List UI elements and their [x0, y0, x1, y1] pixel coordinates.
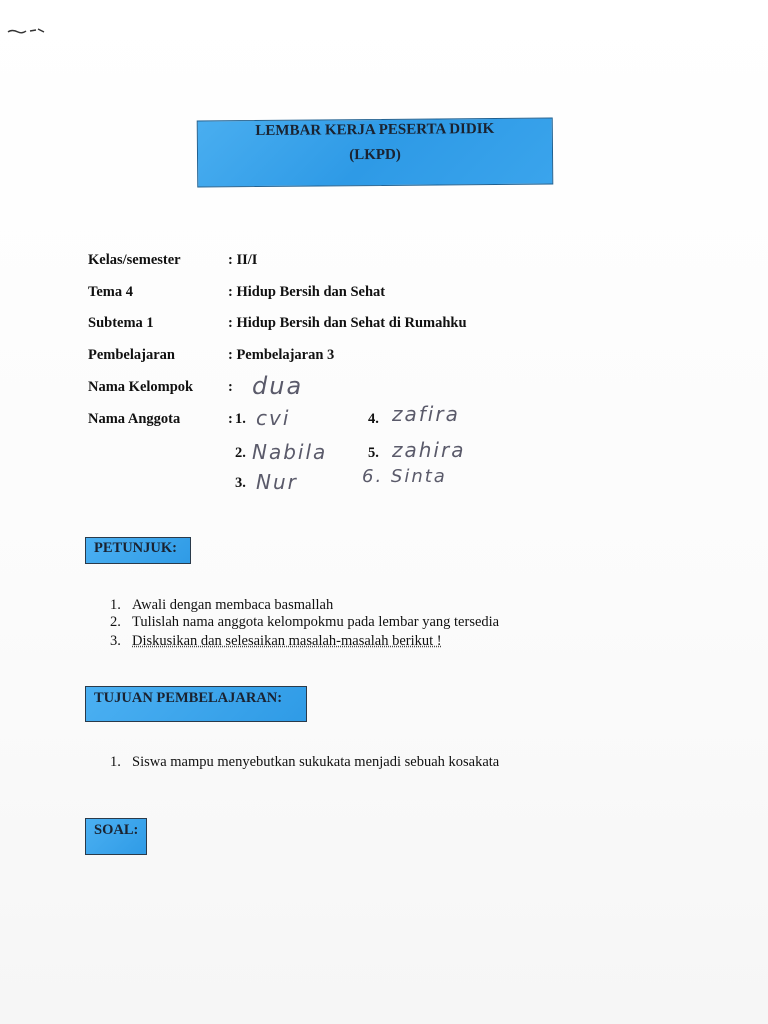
tujuan-heading: TUJUAN PEMBELAJARAN:: [94, 690, 283, 706]
list-item-text: Tulislah nama anggota kelompokmu pada lembar yang tersedia: [132, 614, 500, 630]
member-name-2: Nabila: [252, 440, 328, 464]
kelas-label: Kelas/semester: [88, 252, 181, 268]
petunjuk-heading-box: [85, 537, 191, 564]
kelompok-label: Nama Kelompok: [88, 379, 194, 395]
anggota-label: Nama Anggota: [88, 411, 181, 427]
member-num-2: 2.: [235, 445, 246, 461]
member-name-1: cvi: [256, 406, 291, 430]
list-item-num: 2.: [110, 614, 121, 630]
list-item-num: 3.: [110, 633, 121, 649]
member-name-5: zahira: [392, 438, 466, 462]
member-num-3: 3.: [235, 475, 246, 491]
list-item-text: Siswa mampu menyebutkan sukukata menjadi sebuah kosakata: [132, 754, 500, 770]
title-line-1: LEMBAR KERJA PESERTA DIDIK: [255, 120, 495, 140]
scan-artifact-mark: [6, 26, 46, 36]
member-num-1: 1.: [235, 411, 246, 427]
subtema-value: : Hidup Bersih dan Sehat di Rumahku: [228, 315, 467, 331]
pembelajaran-value: : Pembelajaran 3: [228, 347, 335, 363]
soal-heading-box: [85, 818, 147, 855]
anggota-colon: :: [228, 411, 233, 427]
title-box: [197, 117, 554, 187]
member-name-4: zafira: [392, 402, 460, 426]
list-item-text: Diskusikan dan selesaikan masalah-masalah berikut !: [132, 633, 442, 649]
petunjuk-heading: PETUNJUK:: [94, 540, 177, 556]
kelompok-handwritten: dua: [252, 372, 304, 400]
kelas-value: : II/I: [228, 252, 258, 268]
petunjuk-list: [110, 597, 570, 657]
list-item-num: 1.: [110, 597, 121, 613]
member-name-6: 6. Sinta: [362, 466, 447, 487]
member-num-4: 4.: [368, 411, 379, 427]
member-num-5: 5.: [368, 445, 379, 461]
tujuan-heading-box: [85, 686, 307, 722]
tujuan-list: [110, 754, 570, 774]
title-line-2: (LKPD): [349, 146, 401, 164]
subtema-label: Subtema 1: [88, 315, 154, 331]
soal-heading: SOAL:: [94, 822, 139, 838]
pembelajaran-label: Pembelajaran: [88, 347, 175, 363]
tema-label: Tema 4: [88, 284, 133, 300]
kelompok-colon: :: [228, 379, 233, 395]
list-item-num: 1.: [110, 754, 121, 770]
list-item-text: Awali dengan membaca basmallah: [132, 597, 334, 613]
tema-value: : Hidup Bersih dan Sehat: [228, 284, 386, 300]
member-name-3: Nur: [256, 470, 298, 494]
